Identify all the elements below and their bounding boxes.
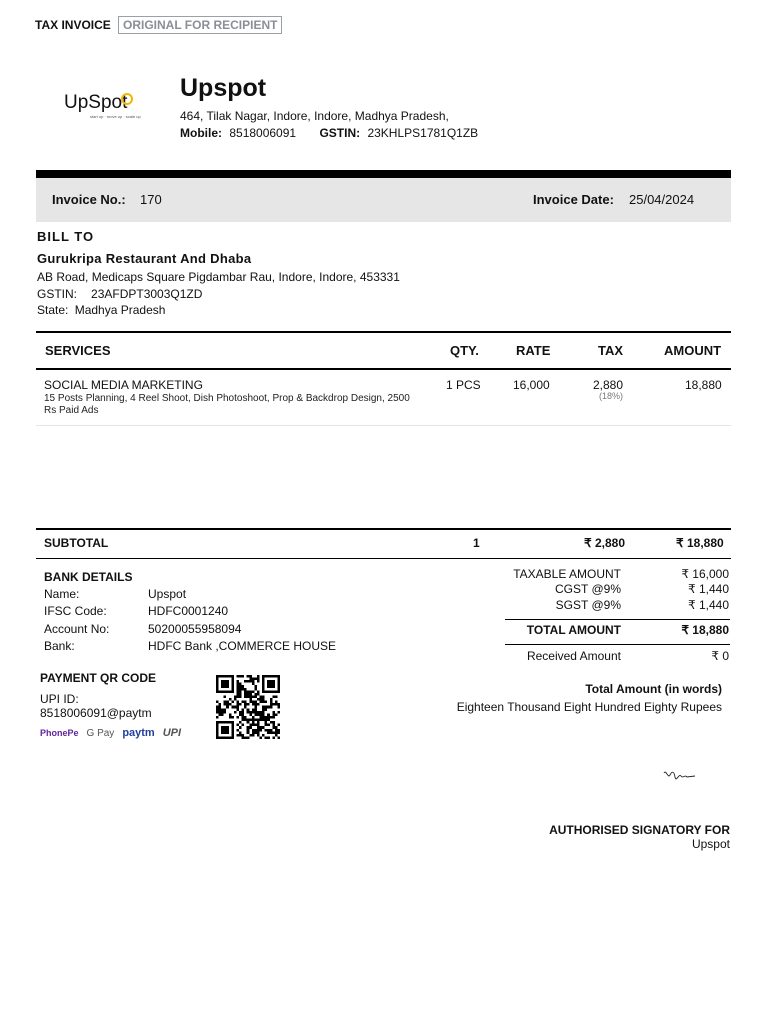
- total-bottom-rule: [505, 644, 730, 645]
- received-value: ₹ 0: [711, 649, 729, 663]
- logo-text: UpSpot: [64, 92, 128, 113]
- gstin-value: 23KHLPS1781Q1ZB: [367, 126, 479, 140]
- row-divider: [36, 425, 731, 426]
- signature-image: [662, 767, 696, 783]
- invoice-no-label: Invoice No.:: [52, 192, 126, 207]
- item-qty: 1 PCS: [446, 378, 481, 392]
- customer-state-value: Madhya Pradesh: [74, 303, 166, 317]
- company-logo: [60, 86, 148, 126]
- bill-to-heading: BILL TO: [37, 229, 95, 244]
- ifsc-value: HDFC0001240: [148, 604, 229, 618]
- amount-words-label: Total Amount (in words): [585, 682, 722, 696]
- payment-qr-code: [214, 675, 282, 739]
- bank-label: Bank:: [44, 639, 75, 653]
- customer-state-label: State:: [37, 303, 69, 317]
- phonepe-icon: PhonePe: [40, 728, 79, 738]
- header-divider: [36, 170, 731, 178]
- item-service: SOCIAL MEDIA MARKETING: [44, 378, 203, 392]
- subtotal-qty: 1: [473, 536, 480, 550]
- customer-gstin-label: GSTIN:: [37, 287, 78, 301]
- upi-value: 8518006091@paytm: [40, 706, 152, 720]
- payment-logos: [40, 727, 181, 739]
- cgst-value: ₹ 1,440: [688, 582, 729, 596]
- account-value: 50200055958094: [148, 622, 242, 636]
- amount-words-value: Eighteen Thousand Eight Hundred Eighty Rupees: [456, 700, 722, 714]
- table-top-rule: [36, 331, 731, 333]
- invoice-date-value: 25/04/2024: [629, 192, 695, 207]
- taxable-label: TAXABLE AMOUNT: [513, 567, 621, 581]
- bank-heading: BANK DETAILS: [44, 570, 133, 584]
- customer-gstin: [37, 287, 202, 301]
- subtotal-amount: ₹ 18,880: [676, 536, 724, 550]
- customer-address: AB Road, Medicaps Square Pigdambar Rau, Indore, Indore, 453331: [37, 270, 400, 284]
- qr-heading: PAYMENT QR CODE: [40, 671, 157, 685]
- gstin-label: GSTIN:: [319, 126, 361, 140]
- col-services: SERVICES: [45, 343, 111, 358]
- signatory-name: Upspot: [691, 837, 730, 851]
- subtotal-top-rule: [36, 528, 731, 530]
- col-tax: TAX: [598, 343, 624, 358]
- invoice-no-value: 170: [140, 192, 162, 207]
- taxable-value: ₹ 16,000: [681, 567, 729, 581]
- paytm-icon: paytm: [122, 727, 155, 739]
- cgst-label: CGST @9%: [555, 582, 621, 596]
- upi-label: UPI ID:: [40, 692, 79, 706]
- item-rate: 16,000: [513, 378, 550, 392]
- signatory-label: AUTHORISED SIGNATORY FOR: [549, 823, 730, 837]
- table-header-rule: [36, 368, 731, 370]
- company-address: 464, Tilak Nagar, Indore, Indore, Madhya Pradesh,: [180, 109, 449, 123]
- total-value: ₹ 18,880: [681, 623, 729, 637]
- customer-name: Gurukripa Restaurant And Dhaba: [37, 251, 252, 266]
- item-description: 15 Posts Planning, 4 Reel Shoot, Dish Photoshoot, Prop & Backdrop Design, 2500 Rs Paid Ads: [44, 393, 410, 416]
- upi-icon: UPI: [162, 727, 182, 739]
- company-contact: [180, 126, 478, 140]
- customer-gstin-value: 23AFDPT3003Q1ZD: [91, 287, 203, 301]
- gpay-icon: G Pay: [86, 727, 115, 739]
- item-tax-pct: (18%): [599, 391, 624, 401]
- col-amount: AMOUNT: [664, 343, 722, 358]
- bank-name-label: Name:: [44, 587, 80, 601]
- subtotal-tax: ₹ 2,880: [584, 536, 625, 550]
- total-label: TOTAL AMOUNT: [526, 623, 621, 637]
- document-title: TAX INVOICE: [35, 18, 111, 32]
- company-name: Upspot: [180, 74, 267, 102]
- bank-name-value: Upspot: [148, 587, 187, 601]
- sgst-label: SGST @9%: [555, 598, 621, 612]
- col-qty: QTY.: [450, 343, 479, 358]
- received-label: Received Amount: [526, 649, 621, 663]
- subtotal-bottom-rule: [36, 558, 731, 559]
- total-top-rule: [505, 619, 730, 620]
- invoice-date-label: Invoice Date:: [533, 192, 614, 207]
- mobile-label: Mobile:: [180, 126, 222, 140]
- item-tax: 2,880: [593, 378, 624, 392]
- col-rate: RATE: [516, 343, 551, 358]
- ifsc-label: IFSC Code:: [44, 604, 107, 618]
- logo-tagline: start up · move up · scale up: [90, 114, 141, 119]
- customer-state: [37, 303, 165, 317]
- item-amount: 18,880: [685, 378, 722, 392]
- copy-badge: ORIGINAL FOR RECIPIENT: [118, 16, 282, 34]
- mobile-value: 8518006091: [229, 126, 297, 140]
- sgst-value: ₹ 1,440: [688, 598, 729, 612]
- subtotal-label: SUBTOTAL: [44, 536, 109, 550]
- bank-value: HDFC Bank ,COMMERCE HOUSE: [148, 639, 337, 653]
- account-label: Account No:: [44, 622, 110, 636]
